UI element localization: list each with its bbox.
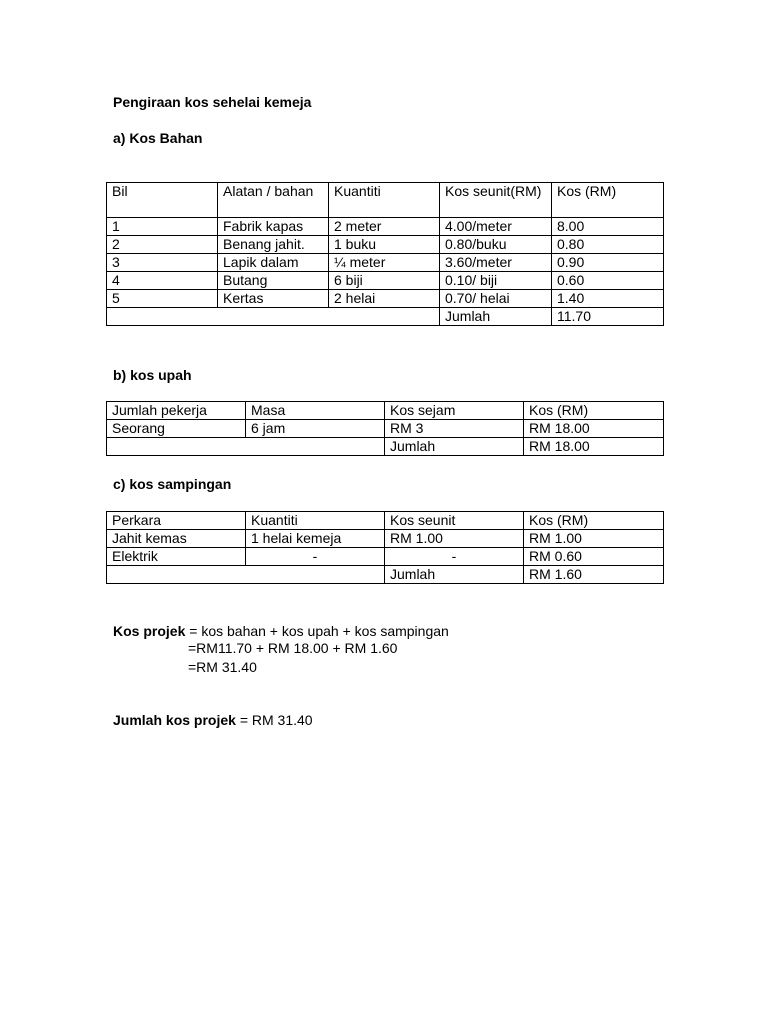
section-b-heading: b) kos upah [113, 367, 192, 383]
empty-cell [107, 308, 440, 326]
table-cell: - [246, 548, 385, 566]
table-cell: 1 helai kemeja [246, 530, 385, 548]
table-total-row [107, 438, 664, 456]
kos-projek-label: Kos projek [113, 623, 186, 639]
table-cell: 0.60 [552, 272, 664, 290]
table-row [107, 420, 664, 438]
table-header-row [107, 512, 664, 530]
table-cell: 1.40 [552, 290, 664, 308]
table-cell: 0.80/buku [440, 236, 552, 254]
header-cell: Masa [246, 402, 385, 420]
table-cell: 2 [107, 236, 218, 254]
table-cell: 5 [107, 290, 218, 308]
header-cell: Bil [107, 183, 218, 218]
kos-sampingan-table [106, 511, 664, 584]
table-cell: 0.90 [552, 254, 664, 272]
header-cell: Kos seunit [385, 512, 524, 530]
kos-projek-formula: = kos bahan + kos upah + kos sampingan [185, 623, 449, 639]
table-header-row [107, 402, 664, 420]
table-cell: 6 biji [329, 272, 440, 290]
header-cell: Kos (RM) [524, 512, 664, 530]
header-cell: Kos seunit(RM) [440, 183, 552, 218]
table-cell: Lapik dalam [218, 254, 329, 272]
empty-cell [107, 566, 385, 584]
table-cell: RM 1.00 [385, 530, 524, 548]
table-cell: 0.80 [552, 236, 664, 254]
table-cell: Seorang [107, 420, 246, 438]
table-cell: 4.00/meter [440, 218, 552, 236]
table-cell: Jahit kemas [107, 530, 246, 548]
table-cell: Elektrik [107, 548, 246, 566]
header-cell: Perkara [107, 512, 246, 530]
header-cell: Alatan / bahan [218, 183, 329, 218]
table-row [107, 548, 664, 566]
document-title: Pengiraan kos sehelai kemeja [113, 94, 312, 110]
header-cell: Kos (RM) [524, 402, 664, 420]
table-cell: Butang [218, 272, 329, 290]
table-cell: 0.10/ biji [440, 272, 552, 290]
jumlah-kos-projek-value: = RM 31.40 [235, 712, 313, 728]
table-cell: 1 buku [329, 236, 440, 254]
table-cell: 4 [107, 272, 218, 290]
header-cell: Kos sejam [385, 402, 524, 420]
kos-projek-line [113, 623, 449, 640]
table-cell: RM 1.00 [524, 530, 664, 548]
table-total-row [107, 566, 664, 584]
total-value: RM 1.60 [524, 566, 664, 584]
table-cell: ¼ meter [329, 254, 440, 272]
table-row [107, 218, 664, 236]
total-label: Jumlah [385, 438, 524, 456]
jumlah-kos-projek-line [113, 712, 313, 729]
kos-projek-line2: =RM11.70 + RM 18.00 + RM 1.60 [188, 640, 398, 656]
total-label: Jumlah [440, 308, 552, 326]
section-a-heading: a) Kos Bahan [113, 130, 203, 146]
table-cell: 3 [107, 254, 218, 272]
total-label: Jumlah [385, 566, 524, 584]
table-cell: 2 helai [329, 290, 440, 308]
header-cell: Kuantiti [329, 183, 440, 218]
table-row [107, 272, 664, 290]
empty-cell [107, 438, 385, 456]
table-cell: 8.00 [552, 218, 664, 236]
kos-bahan-table [106, 182, 664, 326]
header-cell: Kos (RM) [552, 183, 664, 218]
header-cell: Jumlah pekerja [107, 402, 246, 420]
kos-upah-table [106, 401, 664, 456]
table-total-row [107, 308, 664, 326]
table-cell: 1 [107, 218, 218, 236]
table-cell: Benang jahit. [218, 236, 329, 254]
header-cell: Kuantiti [246, 512, 385, 530]
table-row [107, 530, 664, 548]
table-cell: Kertas [218, 290, 329, 308]
table-cell: 3.60/meter [440, 254, 552, 272]
table-cell: RM 3 [385, 420, 524, 438]
table-cell: RM 18.00 [524, 420, 664, 438]
table-cell: 0.70/ helai [440, 290, 552, 308]
total-value: 11.70 [552, 308, 664, 326]
table-row [107, 254, 664, 272]
total-value: RM 18.00 [524, 438, 664, 456]
table-cell: 6 jam [246, 420, 385, 438]
table-row [107, 236, 664, 254]
table-cell: - [385, 548, 524, 566]
table-row [107, 290, 664, 308]
section-c-heading: c) kos sampingan [113, 476, 232, 492]
kos-projek-line3: =RM 31.40 [188, 659, 257, 675]
table-cell: Fabrik kapas [218, 218, 329, 236]
jumlah-kos-projek-label: Jumlah kos projek [113, 712, 236, 728]
table-cell: 2 meter [329, 218, 440, 236]
table-cell: RM 0.60 [524, 548, 664, 566]
table-header-row [107, 183, 664, 218]
